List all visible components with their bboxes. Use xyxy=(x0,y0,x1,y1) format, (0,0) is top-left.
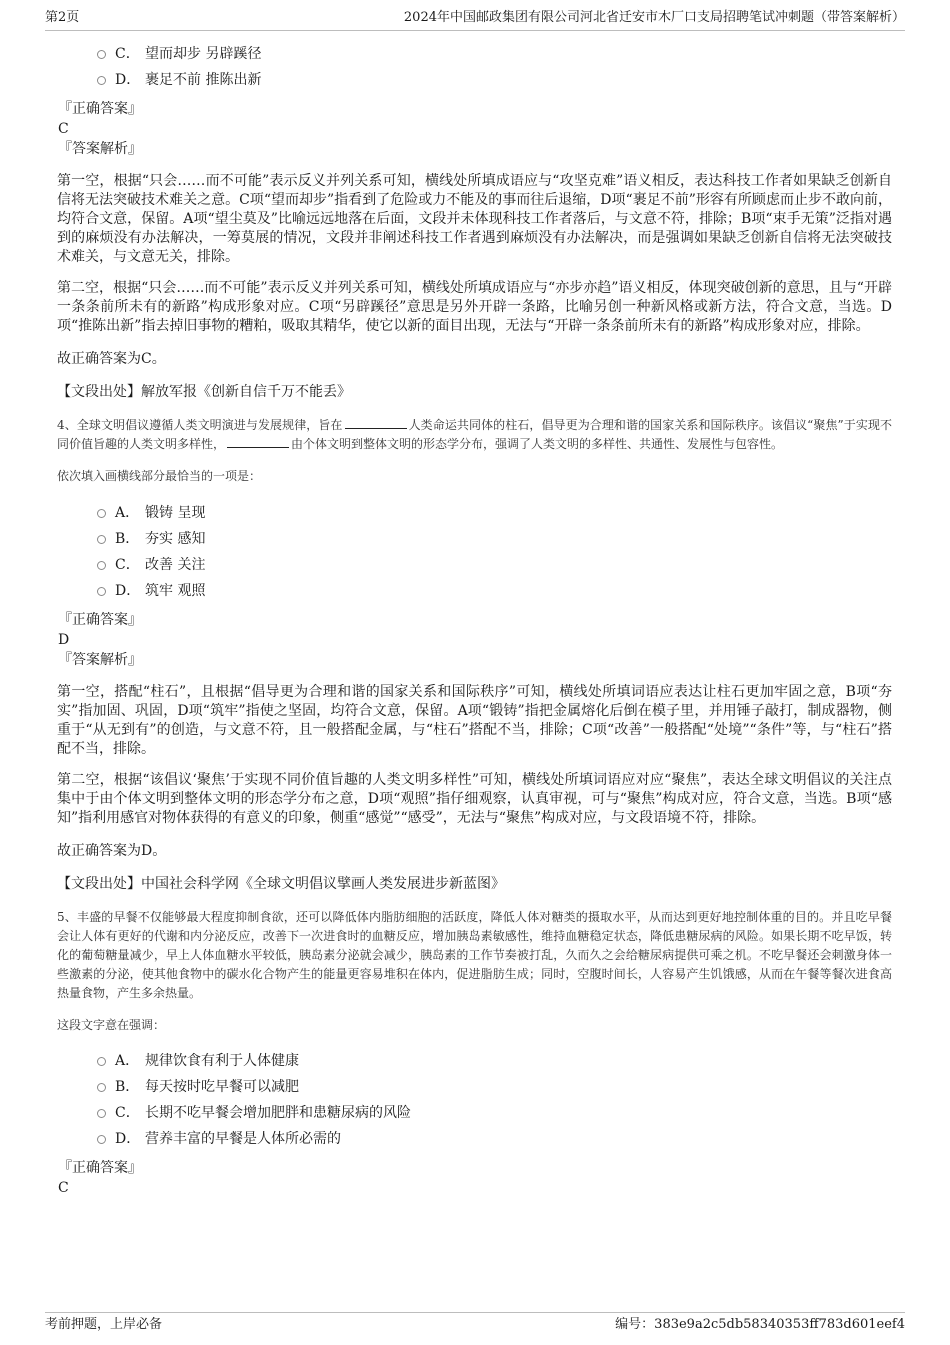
radio-icon[interactable] xyxy=(97,561,106,570)
q4-explanation-1: 第一空，搭配“柱石”，且根据“倡导更为合理和谐的国家关系和国际秩序”可知，横线处所填词语应表达让柱石更加牢固之意，B项“夯实”指加固、巩固，D项“筑牢”指使之坚固，均符合文意，保留。A项“锻铸”指把金属熔化后倒在模子里，并用锤子敲打，制成器物，侧重于“从无到有”的创造，与文意不符，且一般搭配金属，与“柱石”搭配不当，排除；C项“改善”一般搭配“处境”“条件”等，与“柱石”搭配不当，排除。 xyxy=(57,684,892,757)
q4-conclusion: 故正确答案为D。 xyxy=(57,843,167,859)
q5-answer-label: 『正确答案』 xyxy=(58,1160,142,1176)
q4-prompt: 依次填入画横线部分最恰当的一项是： xyxy=(57,469,262,483)
q4-option-d[interactable]: D． 筑牢 观照 xyxy=(97,578,892,604)
q4-option-c[interactable]: C． 改善 关注 xyxy=(97,552,892,578)
q4-explanation-label: 『答案解析』 xyxy=(58,652,142,668)
q4-options xyxy=(97,500,892,604)
q5-options xyxy=(97,1048,892,1152)
radio-icon[interactable] xyxy=(97,1083,106,1092)
q5-stem: 5、丰盛的早餐不仅能够最大程度抑制食欲，还可以降低体内脂肪细胞的活跃度，降低人体对糖类的摄取水平，从而达到更好地控制体重的目的。并且吃早餐会让人体有更好的代谢和内分泌反应，改善下一次进食时的血糖反应，增加胰岛素敏感性，维持血糖稳定状态，降低患糖尿病的风险。如果长期不吃早饭，转化的葡萄糖量减少，早上人体血糖水平较低，胰岛素分泌就会减少，胰岛素的工作节奏被打乱，久而久之会给糖尿病提供可乘之机。不吃早餐还会刺激身体一些激素的分泌，使其他食物中的碳水化合物产生的能量更容易堆积在体内，促进脂肪生成；同时，空腹时间长，人容易产生饥饿感，从而在午餐等餐次进食高热量食物，产生多余热量。 xyxy=(57,910,892,1000)
q3-options xyxy=(97,41,892,93)
q3-conclusion: 故正确答案为C。 xyxy=(57,351,166,367)
page-content xyxy=(57,41,892,1198)
q3-source: 【文段出处】解放军报《创新自信千万不能丢》 xyxy=(57,384,351,400)
q5-option-a[interactable]: A． 规律饮食有利于人体健康 xyxy=(97,1048,892,1074)
radio-icon[interactable] xyxy=(97,1109,106,1118)
radio-icon[interactable] xyxy=(97,76,106,85)
q5-prompt: 这段文字意在强调： xyxy=(57,1018,166,1032)
q3-explanation-2: 第二空，根据“只会……而不可能”表示反义并列关系可知，横线处所填成语应与“亦步亦趋”语义相反，体现突破创新的意思，且与“开辟一条条前所未有的新路”构成形象对应。C项“另辟蹊径”意思是另外开辟一条路，比喻另创一种新风格或新方法，符合文意，当选。D项“推陈出新”指去掉旧事物的糟粕，吸取其精华，使它以新的面目出现，无法与“开辟一条条前所未有的新路”构成形象对应，排除。 xyxy=(57,280,892,334)
q5-answer: C xyxy=(58,1180,69,1196)
q3-explanation-1: 第一空，根据“只会……而不可能”表示反义并列关系可知，横线处所填成语应与“攻坚克难”语义相反，表达科技工作者如果缺乏创新自信将无法突破技术难关之意。C项“望而却步”指看到了危险或力不能及的事而往后退缩，D项“裹足不前”形容有所顾虑而止步不敢向前，均符合文意，保留。A项“望尘莫及”比喻远远地落在后面，文段并未体现科技工作者落后，与文意不符，排除；B项“束手无策”泛指对遇到的麻烦没有办法解决，一筹莫展的情况，文段并非阐述科技工作者遇到麻烦没有办法解决，而是强调如果缺乏创新自信将无法突破技术难关，与文意无关，排除。 xyxy=(57,173,892,265)
radio-icon[interactable] xyxy=(97,509,106,518)
radio-icon[interactable] xyxy=(97,1057,106,1066)
document-code: 编号：383e9a2c5db58340353ff783d601eef4 xyxy=(615,1317,905,1332)
page-number: 第2页 xyxy=(45,10,80,25)
q5-option-c[interactable]: C． 长期不吃早餐会增加肥胖和患糖尿病的风险 xyxy=(97,1100,892,1126)
q3-answer-label: 『正确答案』 xyxy=(58,101,142,117)
blank-line xyxy=(227,435,289,448)
radio-icon[interactable] xyxy=(97,1135,106,1144)
q4-answer: D xyxy=(58,632,70,648)
radio-icon[interactable] xyxy=(97,535,106,544)
footer-slogan: 考前押题，上岸必备 xyxy=(45,1317,163,1332)
q4-option-a[interactable]: A． 锻铸 呈现 xyxy=(97,500,892,526)
page-header xyxy=(45,8,905,31)
q3-option-c[interactable]: C． 望而却步 另辟蹊径 xyxy=(97,41,892,67)
q5-option-b[interactable]: B． 每天按时吃早餐可以减肥 xyxy=(97,1074,892,1100)
q4-answer-label: 『正确答案』 xyxy=(58,612,142,628)
q3-answer: C xyxy=(58,121,69,137)
page-footer xyxy=(45,1312,905,1337)
q4-stem: 4、全球文明倡议遵循人类文明演进与发展规律，旨在 人类命运共同体的柱石，倡导更为合理和谐的国家关系和国际秩序。该倡议“聚焦”于实现不同价值旨趣的人类文明多样性， 由个体文明到整体文明的形态学分布，强调了人类文明的多样性、共通性、发展性与包容性。 xyxy=(57,418,892,451)
q3-explanation-label: 『答案解析』 xyxy=(58,141,142,157)
blank-line xyxy=(345,416,407,429)
q4-source: 【文段出处】中国社会科学网《全球文明倡议擘画人类发展进步新蓝图》 xyxy=(57,876,505,892)
q4-option-b[interactable]: B． 夯实 感知 xyxy=(97,526,892,552)
radio-icon[interactable] xyxy=(97,50,106,59)
radio-icon[interactable] xyxy=(97,587,106,596)
q5-option-d[interactable]: D． 营养丰富的早餐是人体所必需的 xyxy=(97,1126,892,1152)
q4-explanation-2: 第二空，根据“该倡议‘聚焦’于实现不同价值旨趣的人类文明多样性”可知，横线处所填词语应对应“聚焦”，表达全球文明倡议的关注点集中于由个体文明到整体文明的形态学分布之意，D项“观照”指仔细观察，认真审视，可与“聚焦”构成对应，符合文意，当选。B项“感知”指利用感官对物体获得的有意义的印象，侧重“感觉”“感受”，无法与“聚焦”构成对应，与文段语境不符，排除。 xyxy=(57,772,892,826)
document-title: 2024年中国邮政集团有限公司河北省迁安市木厂口支局招聘笔试冲刺题（带答案解析） xyxy=(403,10,905,25)
q3-option-d[interactable]: D． 裹足不前 推陈出新 xyxy=(97,67,892,93)
